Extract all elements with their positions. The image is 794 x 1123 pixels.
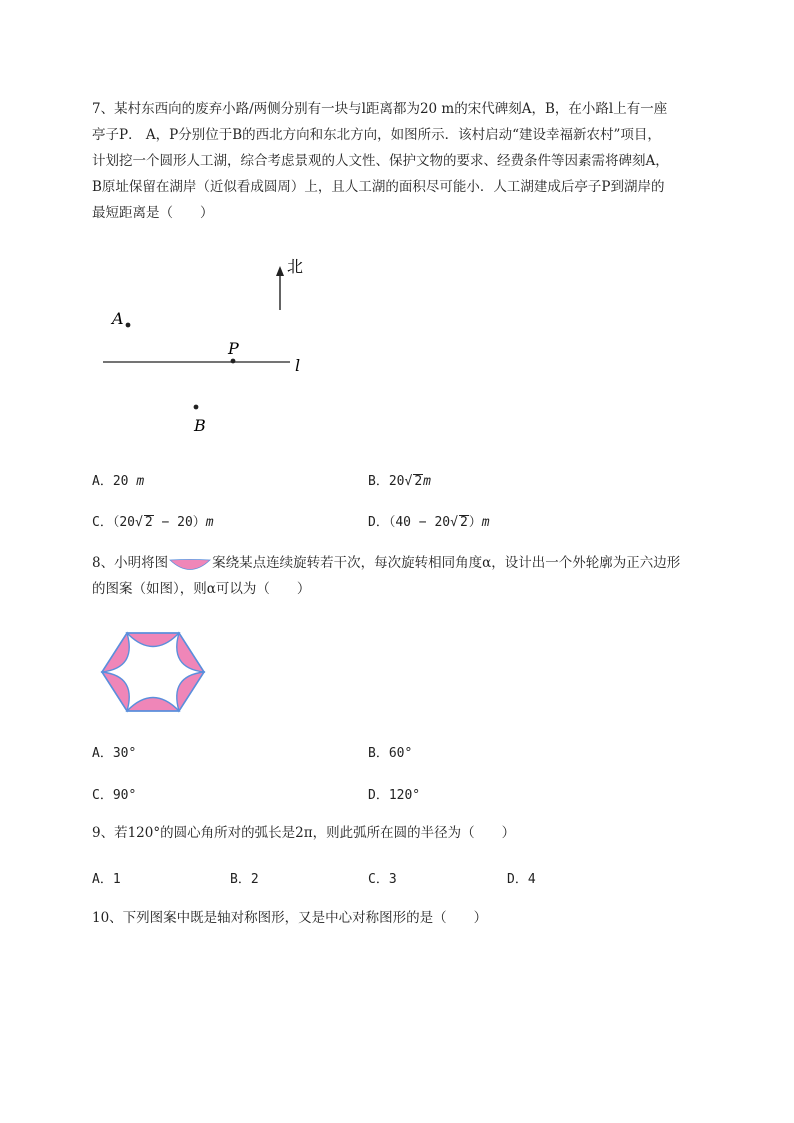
q7-option-d [368, 511, 490, 530]
q9-option-c: C．3 [368, 872, 397, 887]
label-l: l [295, 356, 301, 375]
q9-option-a: A．1 [92, 872, 121, 887]
q9-option-d: D．4 [507, 872, 536, 887]
question-7 [92, 96, 737, 226]
q7-option-c-radicand: 2 [144, 515, 153, 530]
question-9 [92, 820, 737, 846]
q7-line-4: B原址保留在湖岸（近似看成圆周）上，且人工湖的面积尽可能小．人工湖建成后亭子P到湖岸的 [92, 179, 665, 195]
q7-option-d-text: D．（40 − 20 [368, 515, 451, 530]
q7-option-a-unit: m [136, 474, 145, 489]
q8-option-a: A．30° [92, 746, 137, 761]
q7-line-3: 计划挖一个圆形人工湖，综合考虑景观的人文性、保护文物的要求、经费条件等因素需将碑刻A， [92, 153, 669, 169]
q7-figure [96, 248, 326, 438]
label-a: A [112, 309, 124, 328]
label-p: P [228, 339, 239, 358]
q7-option-b-unit: m [423, 474, 431, 489]
q10-text: 10、下列图案中既是轴对称图形，又是中心对称图形的是（ ） [92, 910, 488, 926]
q8-option-b: B．60° [368, 746, 413, 761]
q7-option-a-text: A．20 [92, 474, 137, 489]
q7-option-d-unit: m [481, 515, 490, 530]
q8-text-before: 8、小明将图 [92, 555, 169, 571]
q8-line-1 [92, 550, 737, 576]
q7-option-b-radicand: 2 [414, 474, 423, 489]
label-b: B [194, 416, 206, 435]
q8-option-d: D．120° [368, 788, 421, 803]
north-label: 北 [287, 257, 304, 276]
question-10 [92, 905, 737, 931]
q7-option-b [368, 470, 431, 489]
q7-option-c-text: C．（20 [92, 515, 135, 530]
hexagon-pattern-figure [100, 630, 206, 714]
q7-line-1: 7、某村东西向的废弃小路/两侧分别有一块与l距离都为20 m的宋代碑刻A，B，在小路l上有一座 [92, 101, 668, 117]
q7-option-d-radicand: 2 [459, 515, 468, 530]
north-arrow-head [276, 266, 284, 276]
hexagon-petals [102, 633, 204, 711]
q8-option-c: C．90° [92, 788, 137, 803]
point-b [194, 405, 199, 410]
q7-line-5: 最短距离是（ ） [92, 205, 214, 221]
sqrt-sign: √ [404, 474, 413, 489]
point-p [231, 359, 236, 364]
q8-text-after: 案绕某点连续旋转若干次，每次旋转相同角度α，设计出一个外轮廓为正六边形 [212, 555, 681, 571]
lens-shape-icon [168, 557, 212, 571]
q7-option-c [92, 511, 214, 530]
point-a [126, 323, 131, 328]
q7-option-d-tail: ） [468, 515, 482, 530]
sqrt-sign: √ [134, 515, 143, 530]
q9-option-b: B．2 [230, 872, 259, 887]
q7-line-2: 亭子P． A，P分别位于B的西北方向和东北方向，如图所示．该村启动“建设幸福新农村”项目， [92, 127, 661, 143]
question-8 [92, 550, 737, 602]
q8-line-2: 的图案（如图），则α可以为（ ） [92, 581, 311, 597]
sqrt-sign: √ [450, 515, 458, 530]
q7-option-a [92, 470, 144, 489]
q9-text: 9、若120°的圆心角所对的弧长是2π，则此弧所在圆的半径为（ ） [92, 825, 516, 841]
q7-option-c-unit: m [205, 515, 214, 530]
q7-option-b-text: B．20 [368, 474, 405, 489]
q7-option-c-tail: − 20） [153, 515, 206, 530]
